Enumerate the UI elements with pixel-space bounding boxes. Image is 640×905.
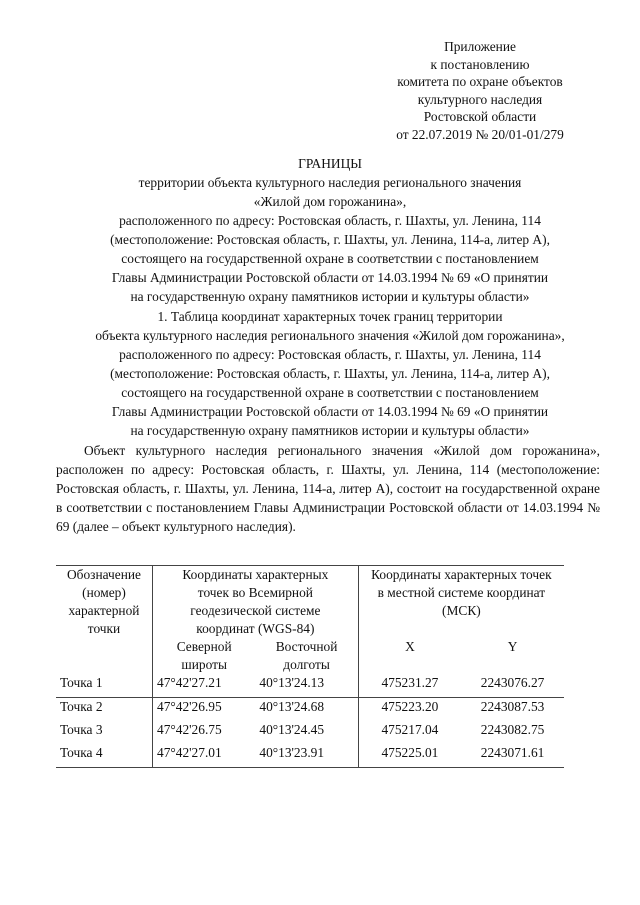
point-x: 475231.27	[381, 675, 439, 690]
point-name: Точка 3	[56, 721, 153, 744]
table-heading-line: (местоположение: Ростовская область, г. Шахты, ул. Ленина, 114-а, литер А),	[110, 366, 550, 381]
point-longitude: 40°13'24.68	[255, 698, 358, 722]
header-wgs84: Координаты характерных точек во Всемирной геодезической системе координат (WGS-84)	[153, 566, 359, 639]
point-y: 2243087.53	[461, 698, 564, 722]
title-line: «Жилой дом горожанина»,	[253, 194, 407, 209]
table-heading-line: 1. Таблица координат характерных точек границ территории	[157, 309, 503, 324]
point-name: Точка 4	[56, 744, 153, 768]
table-row	[56, 744, 564, 768]
document-title: ГРАНИЦЫ	[298, 156, 362, 171]
point-y: 2243076.27	[480, 675, 545, 690]
header-designation: Обозначение (номер) характерной точки	[56, 566, 153, 675]
title-line: территории объекта культурного наследия регионального значения	[138, 175, 522, 190]
appendix-line: культурного наследия	[417, 91, 543, 107]
point-latitude: 47°42'27.21	[157, 675, 222, 690]
table-heading-line: расположенного по адресу: Ростовская область, г. Шахты, ул. Ленина, 114	[119, 347, 541, 362]
table-row	[56, 698, 564, 722]
point-latitude: 47°42'26.95	[153, 698, 256, 722]
point-longitude: 40°13'24.13	[255, 674, 358, 698]
appendix-line: от 22.07.2019 № 20/01-01/279	[396, 126, 564, 142]
table-heading-line: объекта культурного наследия регионального значения «Жилой дом горожанина»,	[95, 328, 565, 343]
table-heading-line: состоящего на государственной охране в соответствии с постановлением	[121, 385, 539, 400]
point-latitude: 47°42'27.01	[153, 744, 256, 768]
subheader-x: X	[405, 639, 415, 654]
point-y: 2243082.75	[480, 722, 545, 737]
appendix-line: Ростовской области	[423, 109, 537, 125]
table-row	[56, 721, 564, 744]
table-heading-line: Главы Администрации Ростовской области от 14.03.1994 № 69 «О принятии	[111, 404, 549, 419]
point-x: 475217.04	[381, 722, 439, 737]
title-line: расположенного по адресу: Ростовская область, г. Шахты, ул. Ленина, 114	[119, 213, 541, 228]
appendix-line: к постановлению	[430, 56, 530, 72]
table-heading-line: на государственную охрану памятников истории и культуры области»	[130, 423, 530, 438]
intro-paragraph: Объект культурного наследия регионального значения «Жилой дом горожанина», расположен по адресу: Ростовская область, г. Шахты, ул. Ленина, 114 (местоположение: Ростовская область, г. Шахты, ул. Ленина, 114-а, литер А), состоит на государственной охране в соответствии с постановлением Главы Администрации Ростовской области от 14.03.1994 № 69 (далее – объект культурного наследия).	[56, 443, 600, 534]
point-latitude: 47°42'26.75	[157, 722, 222, 737]
title-line: на государственную охрану памятников истории и культуры области»	[130, 289, 530, 304]
point-longitude: 40°13'24.45	[255, 721, 358, 744]
title-line: Главы Администрации Ростовской области от 14.03.1994 № 69 «О принятии	[111, 270, 549, 285]
title-line: (местоположение: Ростовская область, г. Шахты, ул. Ленина, 114-а, литер А),	[110, 232, 550, 247]
appendix-line: комитета по охране объектов	[397, 74, 563, 90]
appendix-header	[360, 38, 600, 144]
appendix-line: Приложение	[444, 39, 516, 54]
point-longitude: 40°13'23.91	[255, 744, 358, 768]
subheader-y: Y	[507, 639, 518, 654]
title-line: состоящего на государственной охране в соответствии с постановлением	[121, 251, 539, 266]
point-y: 2243071.61	[461, 744, 564, 768]
point-x: 475225.01	[358, 744, 461, 768]
subheader-longitude: Восточной долготы	[255, 638, 358, 674]
table-row	[56, 674, 564, 698]
point-x: 475223.20	[358, 698, 461, 722]
coordinates-table	[56, 565, 564, 768]
header-msk: Координаты характерных точек в местной системе координат (МСК)	[358, 566, 564, 639]
point-name: Точка 1	[56, 674, 153, 698]
point-name: Точка 2	[56, 698, 153, 722]
table-header-row	[56, 566, 564, 639]
table-heading-block	[40, 307, 620, 440]
document-title-block	[40, 154, 620, 306]
subheader-latitude: Северной широты	[176, 639, 232, 672]
